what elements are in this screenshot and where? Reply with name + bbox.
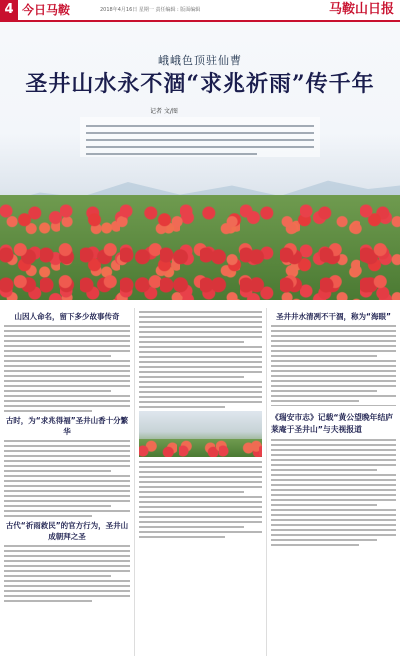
text-line xyxy=(4,390,111,392)
text-line xyxy=(271,469,377,471)
text-line xyxy=(4,570,130,572)
text-line xyxy=(4,345,130,347)
text-line xyxy=(139,351,262,353)
text-line xyxy=(271,330,396,332)
text-line xyxy=(271,509,396,511)
text-line xyxy=(4,580,130,582)
text-line xyxy=(139,371,262,373)
article-text xyxy=(139,461,262,538)
text-line xyxy=(271,325,396,327)
lead-paragraph xyxy=(80,117,320,157)
subhead-2: 古时，为“求兆得福”圣井山香十分繁华 xyxy=(5,416,129,436)
text-line xyxy=(4,560,130,562)
photo-caption-area xyxy=(0,300,400,308)
text-line xyxy=(271,514,396,516)
text-line xyxy=(139,406,225,408)
text-line xyxy=(271,375,396,377)
text-line xyxy=(139,511,262,513)
lead-line xyxy=(86,153,257,155)
text-line xyxy=(139,491,244,493)
text-line xyxy=(4,595,130,597)
text-line xyxy=(4,400,130,402)
text-line xyxy=(271,355,377,357)
text-line xyxy=(271,454,396,456)
text-line xyxy=(4,475,130,477)
text-line xyxy=(139,501,262,503)
page-number: 4 xyxy=(0,0,18,20)
text-line xyxy=(139,331,262,333)
text-line xyxy=(271,345,396,347)
lead-line xyxy=(86,125,314,127)
subhead-3: 古代“祈雨救民”的官方行为，圣井山成朝拜之圣 xyxy=(5,521,129,541)
text-line xyxy=(271,439,396,441)
text-line xyxy=(139,476,262,478)
text-line xyxy=(4,385,130,387)
date-line: 2018年4月16日 星期一 责任编辑 : 版面编辑 xyxy=(100,7,201,13)
text-line xyxy=(139,386,262,388)
text-line xyxy=(139,341,244,343)
text-line xyxy=(4,485,130,487)
article-text xyxy=(271,325,396,402)
text-line xyxy=(271,360,396,362)
text-line xyxy=(139,356,262,358)
text-line xyxy=(4,445,130,447)
text-line xyxy=(139,506,262,508)
text-line xyxy=(4,360,130,362)
text-line xyxy=(4,330,130,332)
text-line xyxy=(271,484,396,486)
byline: 记者 文/图 xyxy=(150,108,178,115)
text-line xyxy=(271,529,396,531)
main-headline: 圣井山水永不涸“求兆祈雨”传千年 xyxy=(25,71,375,97)
text-line xyxy=(139,536,225,538)
text-line xyxy=(4,460,130,462)
text-line xyxy=(139,481,262,483)
article-text xyxy=(4,440,130,517)
text-line xyxy=(4,380,130,382)
article-text xyxy=(4,325,130,412)
text-line xyxy=(4,500,130,502)
lead-line xyxy=(86,132,314,134)
text-line xyxy=(4,585,130,587)
text-line xyxy=(139,516,262,518)
text-line xyxy=(271,479,396,481)
text-line xyxy=(139,461,262,463)
subhead-1: 山因人命名，留下多少故事传奇 xyxy=(14,312,120,321)
text-line xyxy=(139,316,262,318)
text-line xyxy=(139,336,262,338)
text-line xyxy=(4,405,130,407)
kicker: 峨峨色顶驻仙曹 xyxy=(158,54,242,67)
text-line xyxy=(139,496,262,498)
text-line xyxy=(4,465,130,467)
text-line xyxy=(4,545,130,547)
text-line xyxy=(271,474,396,476)
text-line xyxy=(139,391,262,393)
text-line xyxy=(271,524,396,526)
text-line xyxy=(271,365,396,367)
text-line xyxy=(4,440,130,442)
text-line xyxy=(4,395,130,397)
hero-photo xyxy=(0,22,400,300)
text-line xyxy=(271,544,359,546)
text-line xyxy=(139,466,262,468)
text-line xyxy=(4,510,130,512)
text-line xyxy=(271,395,396,397)
text-line xyxy=(4,575,111,577)
text-line xyxy=(4,515,92,517)
text-line xyxy=(271,539,377,541)
article-text xyxy=(271,439,396,546)
text-line xyxy=(4,450,130,452)
text-line xyxy=(4,340,130,342)
text-line xyxy=(271,459,396,461)
subhead-4: 圣井井水清冽不干涸，称为“海眼” xyxy=(276,312,391,321)
text-line xyxy=(4,565,130,567)
text-line xyxy=(4,600,92,602)
text-line xyxy=(139,486,262,488)
lead-line xyxy=(86,139,314,141)
text-line xyxy=(271,350,396,352)
text-line xyxy=(271,444,396,446)
text-line xyxy=(4,555,130,557)
text-line xyxy=(139,531,262,533)
article-text xyxy=(4,545,130,602)
divider xyxy=(271,405,396,406)
text-line xyxy=(139,321,262,323)
azalea-foreground xyxy=(0,240,400,300)
text-line xyxy=(4,350,130,352)
text-line xyxy=(4,365,130,367)
text-line xyxy=(271,504,377,506)
section-title: 今日马鞍 xyxy=(22,3,71,17)
text-line xyxy=(4,325,130,327)
text-line xyxy=(271,335,396,337)
text-line xyxy=(271,464,396,466)
page-header xyxy=(0,0,400,22)
text-line xyxy=(4,335,130,337)
newspaper-brand: 马鞍山日报 xyxy=(328,2,394,17)
text-line xyxy=(271,534,396,536)
text-line xyxy=(271,519,396,521)
text-line xyxy=(271,370,396,372)
subhead-5: 《瑞安市志》记载“黄公望晚年结庐莱庵于圣井山”与夫视报道 xyxy=(271,413,394,434)
text-line xyxy=(139,366,262,368)
text-line xyxy=(139,361,262,363)
text-line xyxy=(139,381,262,383)
lead-line xyxy=(86,146,314,148)
text-line xyxy=(4,495,130,497)
inset-photo xyxy=(139,411,262,457)
text-line xyxy=(139,471,262,473)
text-line xyxy=(271,499,396,501)
text-line xyxy=(271,380,396,382)
text-line xyxy=(4,470,111,472)
text-line xyxy=(139,396,262,398)
text-line xyxy=(4,375,130,377)
column-right xyxy=(267,308,400,656)
text-line xyxy=(139,326,262,328)
text-line xyxy=(271,385,396,387)
text-line xyxy=(271,390,377,392)
text-line xyxy=(4,590,130,592)
text-line xyxy=(4,505,111,507)
text-line xyxy=(139,526,244,528)
text-line xyxy=(271,400,359,402)
text-line xyxy=(4,550,130,552)
text-line xyxy=(139,376,244,378)
text-line xyxy=(4,410,92,412)
text-line xyxy=(139,346,262,348)
text-line xyxy=(271,449,396,451)
text-line xyxy=(4,455,130,457)
text-line xyxy=(4,490,130,492)
article-text xyxy=(139,311,262,408)
column-left xyxy=(0,308,135,656)
text-line xyxy=(271,489,396,491)
text-line xyxy=(139,401,262,403)
text-line xyxy=(139,311,262,313)
column-middle xyxy=(135,308,267,656)
text-line xyxy=(271,340,396,342)
text-line xyxy=(4,370,130,372)
text-line xyxy=(139,521,262,523)
text-line xyxy=(271,494,396,496)
text-line xyxy=(4,355,111,357)
text-line xyxy=(4,480,130,482)
